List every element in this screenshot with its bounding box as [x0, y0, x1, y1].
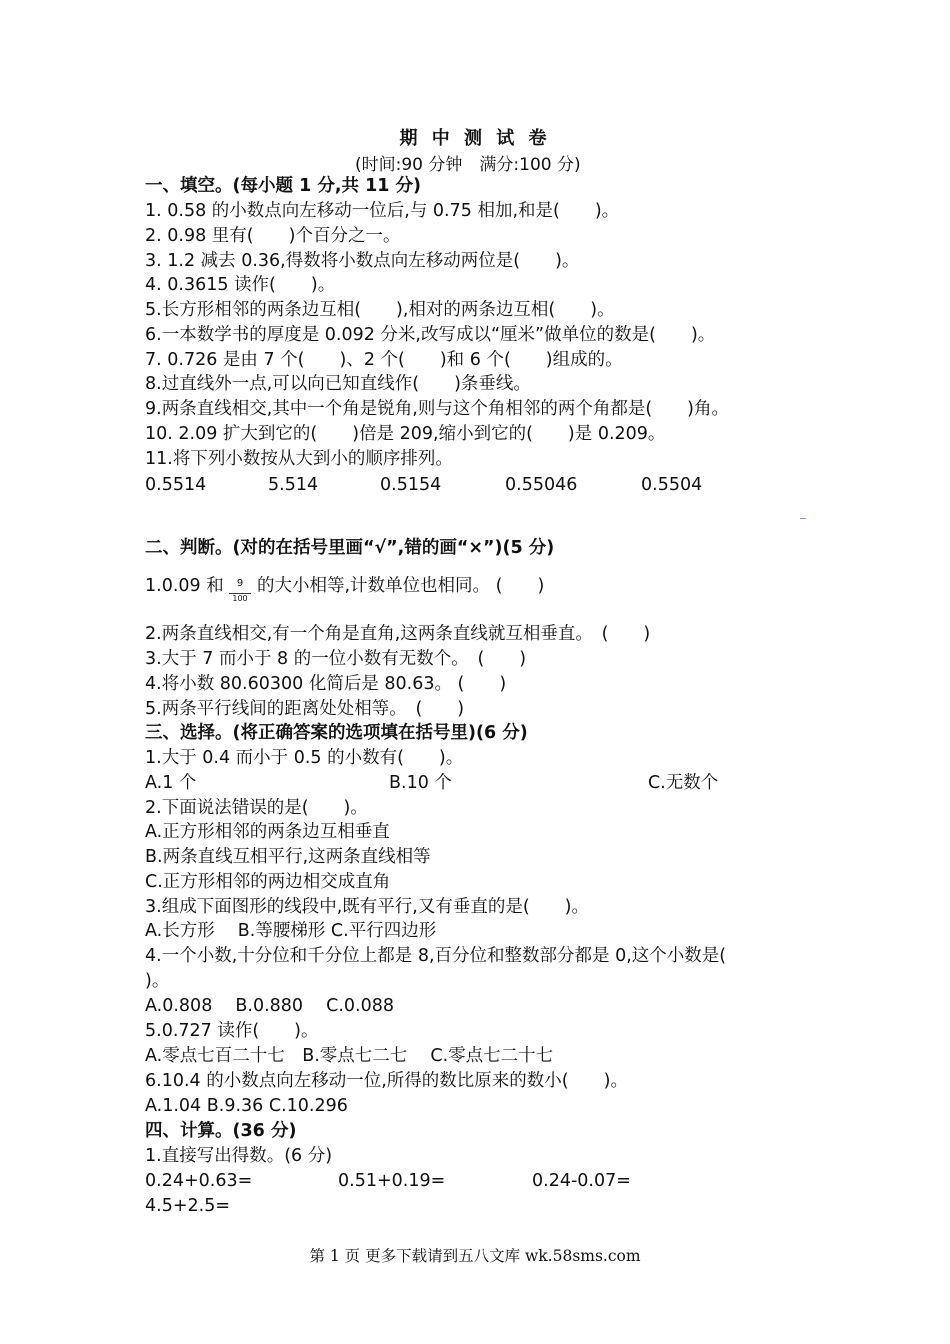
judge-item-1-start: 1.0.09 和 [145, 576, 224, 596]
calc-expr-2: 0.51+0.19= [338, 1171, 446, 1191]
fraction-numerator: 9 [236, 578, 244, 589]
judge-item-3: 3.大于 7 而小于 8 的一位小数有无数个。 ( ) [145, 649, 527, 669]
choice-q4-options: A.0.808 B.0.880 C.0.088 [145, 996, 394, 1016]
fill-item-7: 7. 0.726 是由 7 个( )、2 个( )和 6 个( )组成的。 [145, 350, 623, 370]
choice-q2-option-a: A.正方形相邻的两条边互相垂直 [145, 822, 390, 842]
fill-item-3: 3. 1.2 减去 0.36,得数将小数点向左移动两位是( )。 [145, 251, 580, 271]
calc-expr-1: 0.24+0.63= [145, 1171, 253, 1191]
fill-item-5: 5.长方形相邻的两条边互相( ),相对的两条边互相( )。 [145, 300, 615, 320]
choice-q1-option-c: C.无数个 [648, 773, 719, 793]
order-number-3: 0.5154 [380, 475, 442, 495]
choice-q5-options: A.零点七百二十七 B.零点七二七 C.零点七二十七 [145, 1046, 554, 1066]
choice-q2-option-b: B.两条直线互相平行,这两条直线相等 [145, 847, 431, 867]
order-number-4: 0.55046 [505, 475, 578, 495]
section3-heading: 三、选择。(将正确答案的选项填在括号里)(6 分) [145, 723, 528, 743]
choice-q4-line2: )。 [145, 971, 170, 991]
choice-q4-line1: 4.一个小数,十分位和千分位上都是 8,百分位和整数部分都是 0,这个小数是( [145, 946, 727, 966]
fraction-denominator: 100 [232, 594, 248, 603]
fill-item-2: 2. 0.98 里有( )个百分之一。 [145, 226, 401, 246]
choice-q3: 3.组成下面图形的线段中,既有平行,又有垂直的是( )。 [145, 897, 589, 917]
section2-heading: 二、判断。(对的在括号里画“√”,错的画“×”)(5 分) [145, 538, 555, 558]
choice-q1-option-a: A.1 个 [145, 773, 197, 793]
fill-item-4: 4. 0.3615 读作( )。 [145, 275, 336, 295]
page-subtitle: (时间:90 分钟 满分:100 分) [355, 155, 581, 175]
choice-q3-options: A.长方形 B.等腰梯形 C.平行四边形 [145, 921, 437, 941]
calc-expr-4: 4.5+2.5= [145, 1196, 230, 1216]
fill-item-9: 9.两条直线相交,其中一个角是锐角,则与这个角相邻的两个角都是( )角。 [145, 399, 729, 419]
page-footer: 第 1 页 更多下载请到五八文库 wk.58sms.com [309, 1247, 641, 1265]
calc-sub1: 1.直接写出得数。(6 分) [145, 1146, 333, 1166]
fill-item-11: 11.将下列小数按从大到小的顺序排列。 [145, 449, 453, 469]
choice-q2: 2.下面说法错误的是( )。 [145, 798, 368, 818]
judge-item-2: 2.两条直线相交,有一个角是直角,这两条直线就互相垂直。 ( ) [145, 624, 651, 644]
judge-item-1-end: 的大小相等,计数单位也相同。 ( ) [257, 576, 545, 596]
fill-item-10: 10. 2.09 扩大到它的( )倍是 209,缩小到它的( )是 0.209。 [145, 424, 666, 444]
choice-q6-options: A.1.04 B.9.36 C.10.296 [145, 1096, 348, 1116]
fraction-9-over-100 [228, 578, 252, 604]
stray-mark [800, 518, 806, 519]
fill-item-6: 6.一本数学书的厚度是 0.092 分米,改写成以“厘米”做单位的数是( )。 [145, 325, 716, 345]
judge-item-4: 4.将小数 80.60300 化简后是 80.63。 ( ) [145, 674, 507, 694]
fill-item-8: 8.过直线外一点,可以向已知直线作( )条垂线。 [145, 374, 531, 394]
section1-heading: 一、填空。(每小题 1 分,共 11 分) [145, 176, 422, 196]
fill-item-1: 1. 0.58 的小数点向左移动一位后,与 0.75 相加,和是( )。 [145, 201, 620, 221]
section4-heading: 四、计算。(36 分) [145, 1121, 297, 1141]
choice-q2-option-c: C.正方形相邻的两边相交成直角 [145, 872, 391, 892]
order-number-2: 5.514 [268, 475, 319, 495]
choice-q1: 1.大于 0.4 而小于 0.5 的小数有( )。 [145, 748, 464, 768]
calc-expr-3: 0.24-0.07= [532, 1171, 631, 1191]
page-title: 期 中 测 试 卷 [399, 128, 551, 149]
choice-q1-option-b: B.10 个 [389, 773, 452, 793]
order-number-1: 0.5514 [145, 475, 207, 495]
choice-q6: 6.10.4 的小数点向左移动一位,所得的数比原来的数小( )。 [145, 1071, 628, 1091]
order-number-5: 0.5504 [641, 475, 703, 495]
judge-item-5: 5.两条平行线间的距离处处相等。 ( ) [145, 699, 465, 719]
choice-q5: 5.0.727 读作( )。 [145, 1021, 319, 1041]
